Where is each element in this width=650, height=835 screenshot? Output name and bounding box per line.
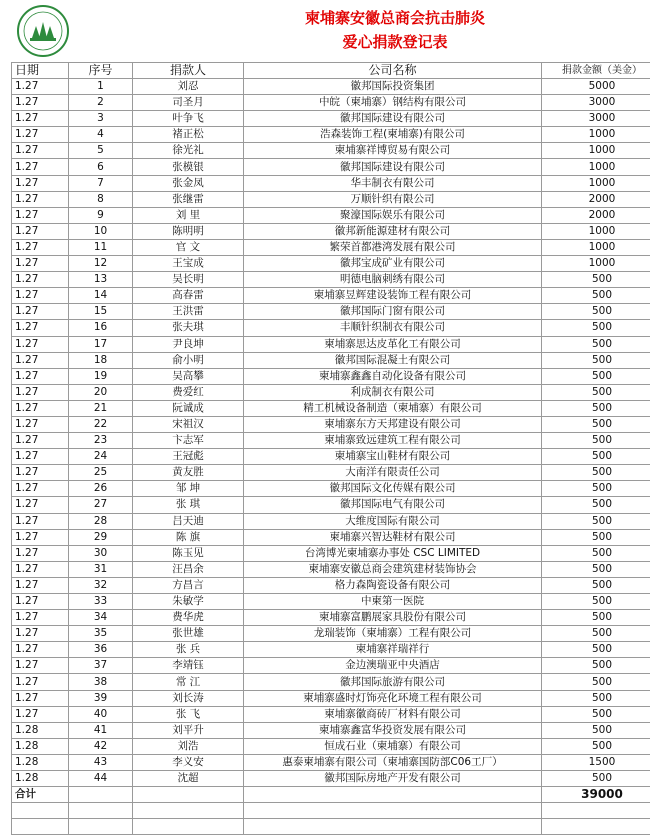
table-row (12, 256, 650, 272)
cell-donor: 王冠彪 (133, 449, 244, 465)
cell-donor: 宋祖汉 (133, 416, 244, 432)
table-row (12, 481, 650, 497)
cell-company: 徽邦国际建设有限公司 (244, 111, 542, 127)
cell-date: 1.27 (12, 95, 69, 111)
column-header-date: 日期 (12, 63, 69, 79)
table-row (12, 239, 650, 255)
cell-donor: 费华虎 (133, 610, 244, 626)
cell-company: 恒成石业（柬埔寨）有限公司 (244, 738, 542, 754)
cell-donor: 阮诚成 (133, 400, 244, 416)
cell-number: 21 (69, 400, 133, 416)
cell-amount: 500 (542, 706, 650, 722)
table-row (12, 513, 650, 529)
cell-date: 1.27 (12, 626, 69, 642)
cell-company: 徽邦国际投资集团 (244, 79, 542, 95)
cell-company: 柬埔寨东方天邦建设有限公司 (244, 416, 542, 432)
cell-date: 1.27 (12, 561, 69, 577)
cell-company: 浩森装饰工程(柬埔寨)有限公司 (244, 127, 542, 143)
header (0, 0, 650, 62)
cell-amount: 500 (542, 674, 650, 690)
cell-amount: 500 (542, 626, 650, 642)
cell-company: 徽邦国际房地产开发有限公司 (244, 771, 542, 787)
cell-company: 柬埔寨兴智达鞋材有限公司 (244, 529, 542, 545)
cell-company: 繁荣首都港湾发展有限公司 (244, 239, 542, 255)
cell-number: 4 (69, 127, 133, 143)
cell-date: 1.27 (12, 416, 69, 432)
cell-donor: 陈 旗 (133, 529, 244, 545)
cell-date: 1.27 (12, 610, 69, 626)
cell-date: 1.27 (12, 433, 69, 449)
cell-donor: 司圣月 (133, 95, 244, 111)
table-row (12, 304, 650, 320)
cell-company: 柬埔寨富鹏展家具股份有限公司 (244, 610, 542, 626)
cell-date: 1.27 (12, 529, 69, 545)
cell-donor: 王宝成 (133, 256, 244, 272)
column-header-amount: 捐款金额（美金） (542, 63, 650, 79)
cell-company: 柬埔寨鑫富华投资发展有限公司 (244, 722, 542, 738)
cell-amount: 500 (542, 352, 650, 368)
cell-date: 1.27 (12, 79, 69, 95)
cell-donor: 王洪雷 (133, 304, 244, 320)
cell-company: 柬埔寨鑫鑫自动化设备有限公司 (244, 368, 542, 384)
cell-donor: 陈明明 (133, 223, 244, 239)
column-header-company: 公司名称 (244, 63, 542, 79)
title-line-1: 柬埔寨安徽总商会抗击肺炎 (230, 6, 560, 30)
cell-number: 44 (69, 771, 133, 787)
cell-number: 36 (69, 642, 133, 658)
cell-company: 利成制衣有限公司 (244, 384, 542, 400)
cell-company: 华丰制衣有限公司 (244, 175, 542, 191)
cell-donor: 张 飞 (133, 706, 244, 722)
cell-amount: 500 (542, 433, 650, 449)
cell-number: 31 (69, 561, 133, 577)
cell-company: 万顺针织有限公司 (244, 191, 542, 207)
table-body (12, 79, 650, 787)
column-header-number: 序号 (69, 63, 133, 79)
cell-number: 16 (69, 320, 133, 336)
cell-amount: 1000 (542, 127, 650, 143)
table-row (12, 706, 650, 722)
cell-date: 1.27 (12, 288, 69, 304)
cell-date: 1.27 (12, 304, 69, 320)
total-cell-empty (244, 787, 542, 803)
cell-donor: 刘长涛 (133, 690, 244, 706)
cell-donor: 费爱红 (133, 384, 244, 400)
cell-number: 7 (69, 175, 133, 191)
cell-donor: 方昌言 (133, 577, 244, 593)
cell-number: 25 (69, 465, 133, 481)
cell-amount: 500 (542, 481, 650, 497)
cell-number: 26 (69, 481, 133, 497)
cell-amount: 500 (542, 320, 650, 336)
cell-donor: 沈超 (133, 771, 244, 787)
cell-company: 徽邦国际混凝土有限公司 (244, 352, 542, 368)
cell-date: 1.27 (12, 658, 69, 674)
cell-date: 1.27 (12, 465, 69, 481)
table-row (12, 642, 650, 658)
total-label: 合计 (12, 787, 69, 803)
cell-date: 1.28 (12, 771, 69, 787)
cell-donor: 张模银 (133, 159, 244, 175)
cell-donor: 吴高攀 (133, 368, 244, 384)
cell-amount: 500 (542, 272, 650, 288)
cell-donor: 徐光礼 (133, 143, 244, 159)
cell-amount: 500 (542, 610, 650, 626)
cell-company: 中皖（柬埔寨）钢结构有限公司 (244, 95, 542, 111)
cell-company: 柬埔寨宝山鞋材有限公司 (244, 449, 542, 465)
cell-amount: 500 (542, 304, 650, 320)
empty-row (12, 819, 650, 835)
table-row (12, 320, 650, 336)
cell-date: 1.27 (12, 191, 69, 207)
cell-amount: 500 (542, 771, 650, 787)
cell-company: 大维度国际有限公司 (244, 513, 542, 529)
table-row (12, 368, 650, 384)
cell-number: 34 (69, 610, 133, 626)
cell-number: 22 (69, 416, 133, 432)
cell-amount: 500 (542, 497, 650, 513)
cell-number: 11 (69, 239, 133, 255)
table-row (12, 127, 650, 143)
cell-company: 格力森陶瓷设备有限公司 (244, 577, 542, 593)
cell-number: 17 (69, 336, 133, 352)
table-row (12, 690, 650, 706)
table-row (12, 95, 650, 111)
cell-date: 1.27 (12, 239, 69, 255)
cell-amount: 500 (542, 465, 650, 481)
total-row (12, 787, 650, 803)
cell-amount: 1000 (542, 175, 650, 191)
cell-amount: 500 (542, 416, 650, 432)
column-header-donor: 捐款人 (133, 63, 244, 79)
cell-number: 5 (69, 143, 133, 159)
cell-number: 32 (69, 577, 133, 593)
table-row (12, 336, 650, 352)
total-cell-empty (69, 787, 133, 803)
cell-number: 24 (69, 449, 133, 465)
table-row (12, 400, 650, 416)
cell-amount: 500 (542, 336, 650, 352)
cell-company: 徽邦国际电气有限公司 (244, 497, 542, 513)
cell-amount: 5000 (542, 79, 650, 95)
table-row (12, 433, 650, 449)
cell-number: 6 (69, 159, 133, 175)
cell-date: 1.27 (12, 256, 69, 272)
cell-company: 丰顺针织制衣有限公司 (244, 320, 542, 336)
cell-date: 1.27 (12, 449, 69, 465)
cell-company: 惠泰柬埔寨有限公司（柬埔寨国防部C06工厂） (244, 754, 542, 770)
cell-company: 徽邦国际旅游有限公司 (244, 674, 542, 690)
cell-date: 1.27 (12, 706, 69, 722)
cell-number: 3 (69, 111, 133, 127)
cell-number: 10 (69, 223, 133, 239)
table-row (12, 288, 650, 304)
table-row (12, 159, 650, 175)
cell-company: 柬埔寨盛时灯饰亮化环境工程有限公司 (244, 690, 542, 706)
cell-donor: 张夫琪 (133, 320, 244, 336)
table-row (12, 674, 650, 690)
table-row (12, 561, 650, 577)
cell-number: 27 (69, 497, 133, 513)
cell-amount: 500 (542, 738, 650, 754)
cell-amount: 1500 (542, 754, 650, 770)
cell-number: 29 (69, 529, 133, 545)
cell-number: 28 (69, 513, 133, 529)
cell-date: 1.27 (12, 513, 69, 529)
table-row (12, 223, 650, 239)
table-row (12, 529, 650, 545)
cell-date: 1.27 (12, 384, 69, 400)
cell-date: 1.27 (12, 143, 69, 159)
cell-company: 柬埔寨思达皮革化工有限公司 (244, 336, 542, 352)
cell-date: 1.27 (12, 400, 69, 416)
table-row (12, 497, 650, 513)
cell-company: 龙瑞装饰（柬埔寨）工程有限公司 (244, 626, 542, 642)
cell-date: 1.27 (12, 497, 69, 513)
cell-number: 33 (69, 594, 133, 610)
cell-number: 23 (69, 433, 133, 449)
cell-amount: 500 (542, 690, 650, 706)
cell-date: 1.28 (12, 738, 69, 754)
cell-company: 中柬第一医院 (244, 594, 542, 610)
donation-table (11, 62, 650, 835)
cell-donor: 黄友胜 (133, 465, 244, 481)
cell-number: 2 (69, 95, 133, 111)
cell-date: 1.27 (12, 594, 69, 610)
cell-donor: 叶争飞 (133, 111, 244, 127)
table-row (12, 465, 650, 481)
cell-number: 41 (69, 722, 133, 738)
cell-amount: 500 (542, 529, 650, 545)
cell-number: 1 (69, 79, 133, 95)
cell-donor: 高春雷 (133, 288, 244, 304)
cell-company: 柬埔寨致远建筑工程有限公司 (244, 433, 542, 449)
cell-number: 30 (69, 545, 133, 561)
cell-date: 1.27 (12, 481, 69, 497)
cell-amount: 1000 (542, 223, 650, 239)
cell-donor: 褚正松 (133, 127, 244, 143)
cell-number: 19 (69, 368, 133, 384)
total-cell-empty (133, 787, 244, 803)
cell-date: 1.28 (12, 722, 69, 738)
table-row (12, 111, 650, 127)
table-row (12, 175, 650, 191)
cell-company: 明德电脑刺绣有限公司 (244, 272, 542, 288)
cell-donor: 刘 里 (133, 207, 244, 223)
cell-donor: 吴长明 (133, 272, 244, 288)
cell-number: 43 (69, 754, 133, 770)
cell-amount: 1000 (542, 256, 650, 272)
table-row (12, 738, 650, 754)
total-amount: 39000 (542, 787, 650, 803)
cell-number: 18 (69, 352, 133, 368)
cell-number: 39 (69, 690, 133, 706)
cell-number: 8 (69, 191, 133, 207)
cell-amount: 3000 (542, 95, 650, 111)
cell-company: 柬埔寨祥博贸易有限公司 (244, 143, 542, 159)
cell-donor: 尹良坤 (133, 336, 244, 352)
table-row (12, 754, 650, 770)
cell-donor: 张 兵 (133, 642, 244, 658)
table-header-row (12, 63, 650, 79)
table-row (12, 658, 650, 674)
cell-number: 20 (69, 384, 133, 400)
table-row (12, 545, 650, 561)
title-line-2: 爱心捐款登记表 (230, 30, 560, 54)
cell-donor: 张金凤 (133, 175, 244, 191)
cell-donor: 张 琪 (133, 497, 244, 513)
table-row (12, 384, 650, 400)
cell-amount: 2000 (542, 191, 650, 207)
cell-number: 42 (69, 738, 133, 754)
cell-donor: 刘浩 (133, 738, 244, 754)
cell-amount: 500 (542, 288, 650, 304)
cell-donor: 陈玉见 (133, 545, 244, 561)
cell-date: 1.27 (12, 175, 69, 191)
cell-date: 1.27 (12, 159, 69, 175)
table-row (12, 416, 650, 432)
cell-amount: 500 (542, 577, 650, 593)
cell-date: 1.27 (12, 545, 69, 561)
cell-number: 15 (69, 304, 133, 320)
cell-amount: 1000 (542, 239, 650, 255)
cell-company: 大南洋有限责任公司 (244, 465, 542, 481)
cell-donor: 朱敏学 (133, 594, 244, 610)
table-row (12, 191, 650, 207)
cell-number: 38 (69, 674, 133, 690)
cell-company: 徽邦宝成矿业有限公司 (244, 256, 542, 272)
cell-company: 徽邦国际门窗有限公司 (244, 304, 542, 320)
cell-number: 9 (69, 207, 133, 223)
cell-number: 12 (69, 256, 133, 272)
table-row (12, 626, 650, 642)
cell-number: 35 (69, 626, 133, 642)
table-row (12, 722, 650, 738)
cell-date: 1.27 (12, 674, 69, 690)
cell-company: 徽邦新能源建材有限公司 (244, 223, 542, 239)
cell-date: 1.27 (12, 223, 69, 239)
table-row (12, 449, 650, 465)
cell-date: 1.27 (12, 642, 69, 658)
cell-company: 聚濠国际娱乐有限公司 (244, 207, 542, 223)
chamber-logo-icon (6, 4, 80, 58)
cell-amount: 500 (542, 642, 650, 658)
cell-donor: 刘平升 (133, 722, 244, 738)
cell-company: 徽邦国际建设有限公司 (244, 159, 542, 175)
cell-date: 1.27 (12, 368, 69, 384)
table-row (12, 771, 650, 787)
cell-number: 13 (69, 272, 133, 288)
cell-company: 金边澳瑞亚中央酒店 (244, 658, 542, 674)
cell-amount: 1000 (542, 143, 650, 159)
empty-row (12, 803, 650, 819)
cell-amount: 500 (542, 722, 650, 738)
cell-amount: 3000 (542, 111, 650, 127)
cell-date: 1.27 (12, 336, 69, 352)
cell-company: 柬埔寨徽商砖厂材料有限公司 (244, 706, 542, 722)
cell-company: 精工机械设备制造（柬埔寨）有限公司 (244, 400, 542, 416)
cell-date: 1.27 (12, 352, 69, 368)
cell-donor: 俞小明 (133, 352, 244, 368)
cell-amount: 500 (542, 513, 650, 529)
table-row (12, 352, 650, 368)
cell-amount: 500 (542, 384, 650, 400)
cell-donor: 吕天迪 (133, 513, 244, 529)
cell-number: 40 (69, 706, 133, 722)
cell-amount: 500 (542, 400, 650, 416)
cell-donor: 汪昌余 (133, 561, 244, 577)
cell-number: 14 (69, 288, 133, 304)
cell-amount: 500 (542, 561, 650, 577)
cell-donor: 张继雷 (133, 191, 244, 207)
cell-amount: 500 (542, 545, 650, 561)
cell-company: 柬埔寨祥瑞祥行 (244, 642, 542, 658)
cell-donor: 邹 坤 (133, 481, 244, 497)
cell-amount: 2000 (542, 207, 650, 223)
table-row (12, 143, 650, 159)
cell-date: 1.27 (12, 272, 69, 288)
cell-company: 柬埔寨安徽总商会建筑建材装饰协会 (244, 561, 542, 577)
cell-date: 1.27 (12, 207, 69, 223)
cell-donor: 卞志军 (133, 433, 244, 449)
page-title (230, 6, 560, 54)
cell-date: 1.27 (12, 111, 69, 127)
table-row (12, 272, 650, 288)
cell-company: 徽邦国际文化传媒有限公司 (244, 481, 542, 497)
cell-donor: 常 江 (133, 674, 244, 690)
cell-donor: 张世雄 (133, 626, 244, 642)
cell-date: 1.27 (12, 577, 69, 593)
cell-company: 柬埔寨昱辉建设装饰工程有限公司 (244, 288, 542, 304)
cell-amount: 500 (542, 368, 650, 384)
cell-donor: 李义安 (133, 754, 244, 770)
table-row (12, 577, 650, 593)
table-row (12, 610, 650, 626)
cell-date: 1.27 (12, 690, 69, 706)
cell-date: 1.27 (12, 127, 69, 143)
cell-donor: 官 文 (133, 239, 244, 255)
cell-donor: 李靖钰 (133, 658, 244, 674)
cell-amount: 500 (542, 449, 650, 465)
cell-amount: 500 (542, 658, 650, 674)
table-row (12, 79, 650, 95)
cell-amount: 500 (542, 594, 650, 610)
cell-amount: 1000 (542, 159, 650, 175)
cell-number: 37 (69, 658, 133, 674)
table-row (12, 207, 650, 223)
cell-company: 台湾博光柬埔寨办事处 CSC LIMITED (244, 545, 542, 561)
table-row (12, 594, 650, 610)
cell-donor: 刘忍 (133, 79, 244, 95)
cell-date: 1.28 (12, 754, 69, 770)
cell-date: 1.27 (12, 320, 69, 336)
